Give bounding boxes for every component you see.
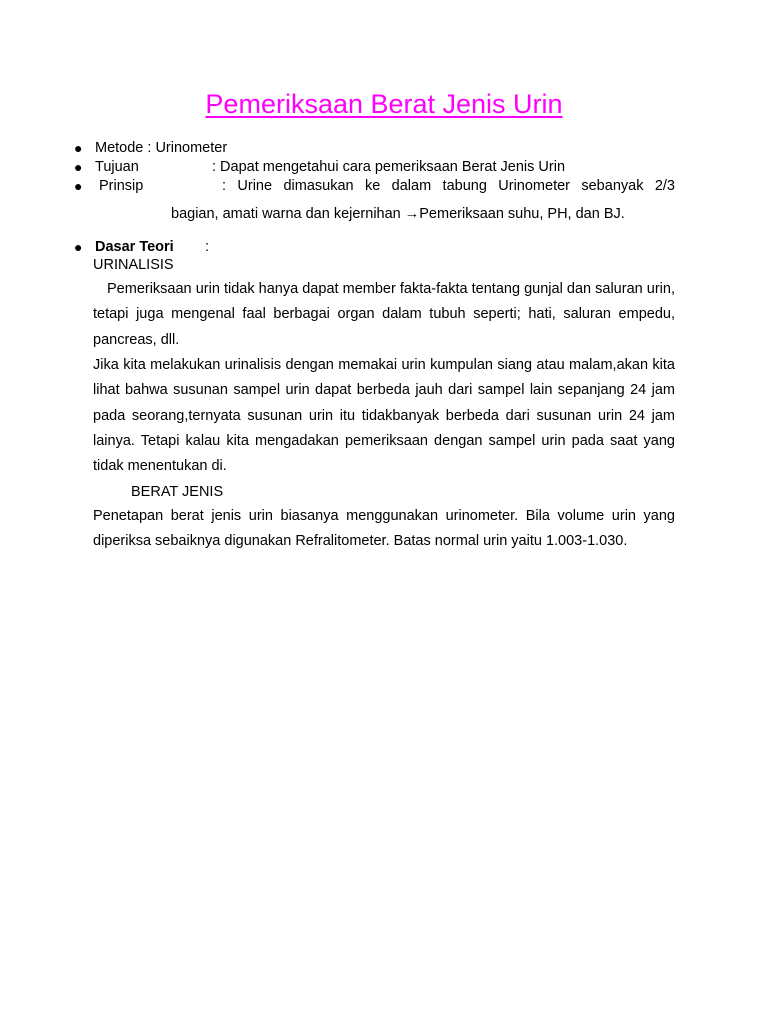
paragraph-urinalisis-1: Pemeriksaan urin tidak hanya dapat member fakta-fakta tentang gunjal dan saluran urin, tetapi juga mengenal faal berbagai organ dalam tubuh seperti; hati, saluran empedu, pancreas, dll. <box>93 281 675 348</box>
bullet-value: : Dapat mengetahui cara pemeriksaan Berat Jenis Urin <box>212 159 566 175</box>
bullet-dot: ● <box>74 159 83 175</box>
bullet-label: Metode : Urinometer <box>95 140 228 156</box>
section-heading-urinalisis: URINALISIS <box>93 257 174 273</box>
paragraph-berat-jenis: Penetapan berat jenis urin biasanya menggunakan urinometer. Bila volume urin yang diperiksa sebaiknya digunakan Refralitometer. Batas normal urin yaitu 1.003-1.030. <box>93 508 675 550</box>
bullet-value: : Urine dimasukan ke dalam tabung Urinometer sebanyak 2/3 <box>222 178 675 194</box>
bullet-colon: : <box>205 239 210 255</box>
bullet-label: Prinsip <box>99 178 144 194</box>
page-title: Pemeriksaan Berat Jenis Urin <box>205 89 563 119</box>
bullet-dot: ● <box>74 178 83 194</box>
paragraph-urinalisis-2: Jika kita melakukan urinalisis dengan memakai urin kumpulan siang atau malam,akan kita lihat bahwa susunan sampel urin dapat berbeda jauh dari sampel lain sepanjang 24 jam pada seorang,ternyata susunan urin itu tidakbanyak berbeda dari susunan urin 24 jam lainya. Tetapi kalau kita mengadakan pemeriksaan dengan sampel urin pada saat yang tidak menentukan di. <box>93 357 675 475</box>
bullet-dot: ● <box>74 140 83 156</box>
bullet-item-metode <box>95 139 227 157</box>
bullet-label: Tujuan <box>95 159 139 175</box>
bullet-label: Dasar Teori <box>95 239 174 255</box>
prinsip-continuation: bagian, amati warna dan kejernihan →Pemeriksaan suhu, PH, dan BJ. <box>171 206 625 222</box>
section-heading-berat-jenis: BERAT JENIS <box>131 484 224 500</box>
bullet-dot: ● <box>74 239 83 255</box>
